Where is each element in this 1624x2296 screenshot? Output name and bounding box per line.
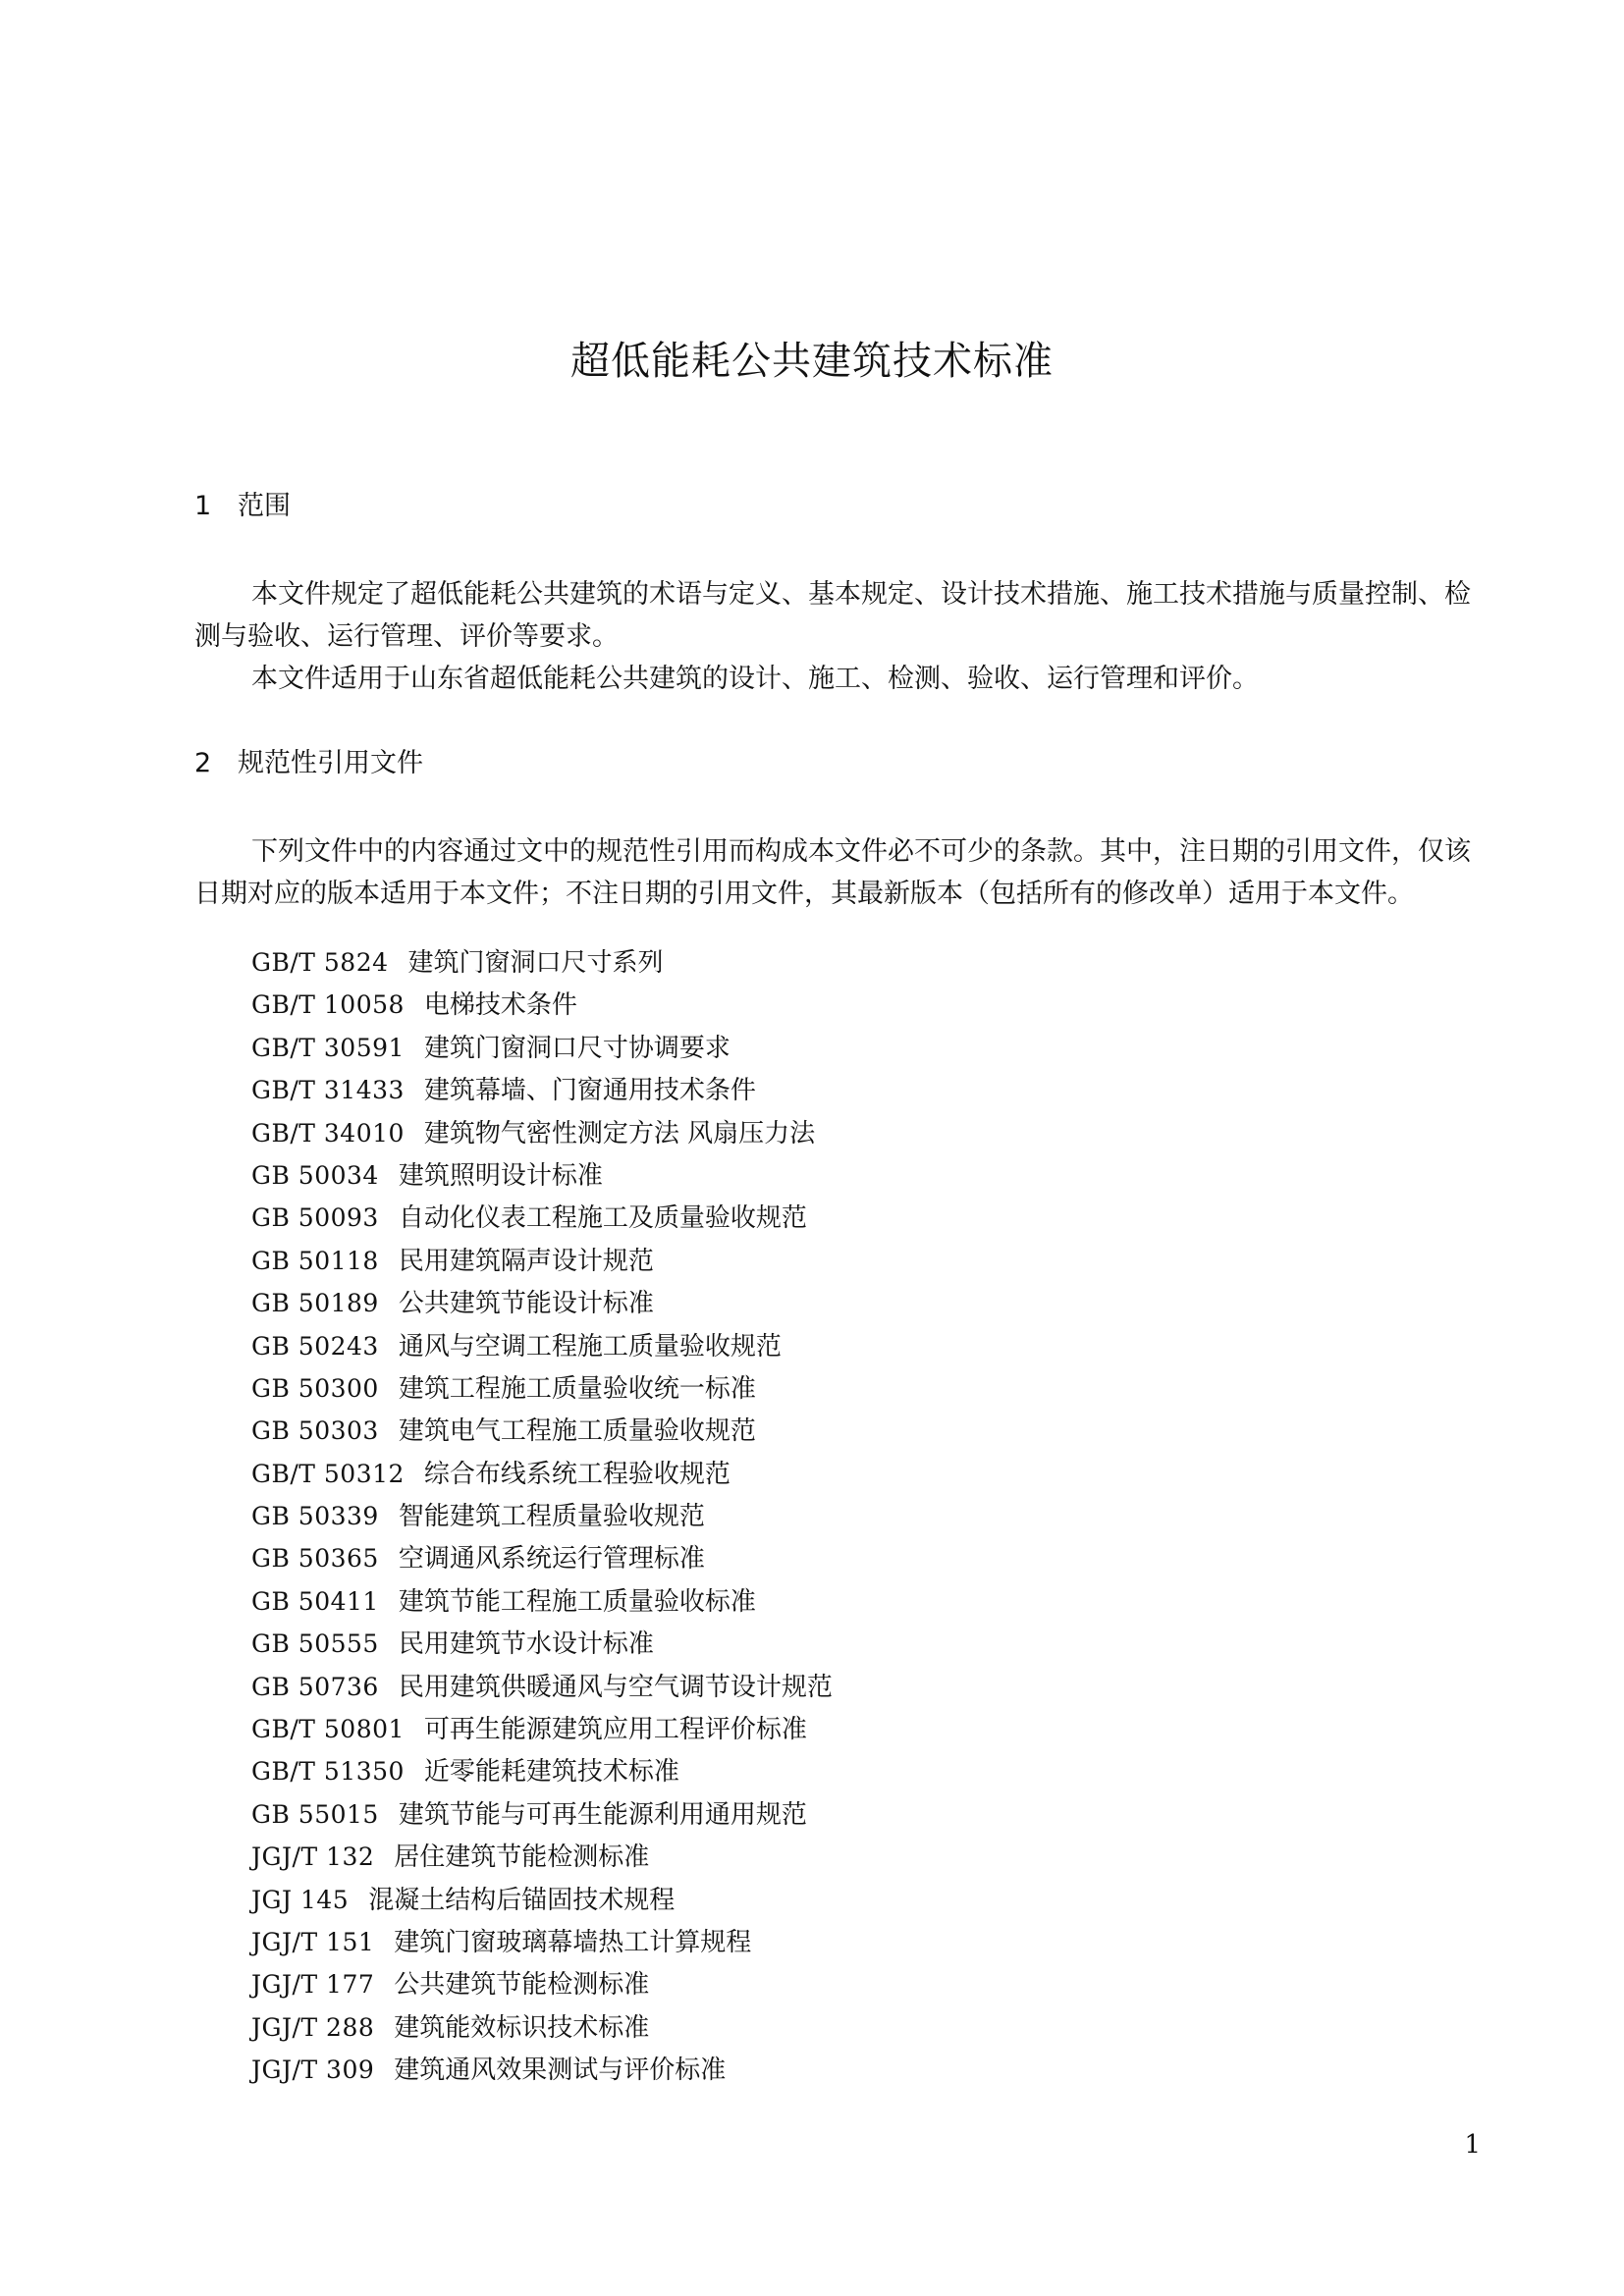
reference-title: 建筑能效标识技术标准 xyxy=(394,2012,650,2043)
reference-title: 建筑节能工程施工质量验收标准 xyxy=(398,1586,756,1617)
reference-title: 通风与空调工程施工质量验收规范 xyxy=(398,1331,782,1362)
reference-title: 居住建筑节能检测标准 xyxy=(394,1842,650,1873)
reference-code: GB 50300 xyxy=(251,1373,379,1403)
reference-title: 建筑工程施工质量验收统一标准 xyxy=(398,1373,756,1404)
document-title: 超低能耗公共建筑技术标准 xyxy=(570,339,1054,384)
reference-title: 建筑门窗玻璃幕墙热工计算规程 xyxy=(394,1927,752,1957)
reference-title: 自动化仪表工程施工及质量验收规范 xyxy=(398,1203,807,1234)
reference-item xyxy=(251,1495,833,1537)
reference-code: GB 50118 xyxy=(251,1246,379,1275)
reference-code: GB 50411 xyxy=(251,1586,379,1616)
reference-item xyxy=(251,1197,833,1239)
reference-title: 可再生能源建筑应用工程评价标准 xyxy=(423,1715,807,1745)
paragraph-applicability: 本文件适用于山东省超低能耗公共建筑的设计、施工、检测、验收、运行管理和评价。 xyxy=(251,664,1259,694)
reference-code: GB/T 10058 xyxy=(251,990,405,1020)
reference-code: GB/T 30591 xyxy=(251,1033,405,1062)
section-number: 2 xyxy=(194,748,212,778)
reference-code: GB 50365 xyxy=(251,1544,379,1574)
reference-item xyxy=(251,1112,833,1154)
reference-item xyxy=(251,1325,833,1367)
reference-item xyxy=(251,1367,833,1410)
reference-item xyxy=(251,1580,833,1623)
reference-list xyxy=(251,941,833,2092)
reference-code: JGJ/T 177 xyxy=(251,1970,375,2000)
paragraph-references-intro: 下列文件中的内容通过文中的规范性引用而构成本文件必不可少的条款。其中，注日期的引用文件，仅该日期对应的版本适用于本文件；不注日期的引用文件，其最新版本（包括所有的修改单）适用于本文件。 xyxy=(194,836,1471,909)
reference-title: 近零能耗建筑技术标准 xyxy=(423,1757,679,1788)
reference-item xyxy=(251,1537,833,1579)
section-title: 范围 xyxy=(238,491,291,521)
reference-item xyxy=(251,941,833,984)
reference-title: 民用建筑隔声设计规范 xyxy=(398,1246,654,1276)
page-number: 1 xyxy=(1464,2130,1481,2160)
reference-code: GB/T 5824 xyxy=(251,948,389,977)
reference-title: 空调通风系统运行管理标准 xyxy=(398,1544,705,1575)
reference-item xyxy=(251,1069,833,1111)
reference-item xyxy=(251,1240,833,1282)
reference-title: 公共建筑节能检测标准 xyxy=(394,1970,650,2001)
reference-code: GB/T 31433 xyxy=(251,1076,405,1105)
reference-item xyxy=(251,1666,833,1708)
reference-title: 混凝土结构后锚固技术规程 xyxy=(368,1885,676,1915)
paragraph-scope: 本文件规定了超低能耗公共建筑的术语与定义、基本规定、设计技术措施、施工技术措施与质量控制、检测与验收、运行管理、评价等要求。 xyxy=(194,579,1471,652)
reference-item xyxy=(251,2049,833,2091)
reference-item xyxy=(251,1154,833,1197)
reference-item xyxy=(251,1410,833,1452)
reference-code: GB/T 51350 xyxy=(251,1757,405,1787)
reference-title: 建筑门窗洞口尺寸协调要求 xyxy=(423,1033,731,1063)
reference-item xyxy=(251,1453,833,1495)
reference-title: 建筑通风效果测试与评价标准 xyxy=(394,2056,727,2086)
reference-code: GB 50303 xyxy=(251,1416,379,1446)
reference-code: GB 50189 xyxy=(251,1289,379,1318)
reference-item xyxy=(251,1836,833,1878)
reference-title: 综合布线系统工程验收规范 xyxy=(423,1459,731,1489)
reference-title: 电梯技术条件 xyxy=(423,990,577,1021)
reference-title: 民用建筑供暖通风与空气调节设计规范 xyxy=(398,1672,833,1702)
reference-item xyxy=(251,2006,833,2049)
section-1-heading xyxy=(194,487,291,526)
reference-title: 建筑照明设计标准 xyxy=(398,1160,603,1191)
reference-code: GB 50034 xyxy=(251,1160,379,1190)
reference-code: GB 50339 xyxy=(251,1502,379,1531)
reference-title: 智能建筑工程质量验收规范 xyxy=(398,1502,705,1532)
reference-code: GB 50736 xyxy=(251,1672,379,1701)
reference-item xyxy=(251,1793,833,1836)
reference-code: GB 50555 xyxy=(251,1629,379,1659)
reference-item xyxy=(251,1963,833,2005)
reference-item xyxy=(251,984,833,1026)
reference-code: JGJ/T 151 xyxy=(251,1927,375,1956)
reference-code: GB/T 50312 xyxy=(251,1459,405,1488)
section-2-heading xyxy=(194,744,423,783)
section-number: 1 xyxy=(194,491,212,521)
reference-code: GB 55015 xyxy=(251,1799,379,1829)
reference-title: 公共建筑节能设计标准 xyxy=(398,1289,654,1319)
section-title: 规范性引用文件 xyxy=(238,748,423,778)
reference-code: JGJ/T 132 xyxy=(251,1842,375,1872)
reference-title: 建筑物气密性测定方法 风扇压力法 xyxy=(423,1118,816,1148)
reference-code: GB 50093 xyxy=(251,1203,379,1233)
reference-item xyxy=(251,1921,833,1963)
reference-code: JGJ/T 309 xyxy=(251,2056,375,2085)
reference-code: JGJ/T 288 xyxy=(251,2012,375,2042)
reference-code: GB 50243 xyxy=(251,1331,379,1361)
reference-item xyxy=(251,1750,833,1792)
reference-code: GB/T 50801 xyxy=(251,1715,405,1744)
reference-code: JGJ 145 xyxy=(251,1885,350,1914)
reference-title: 建筑节能与可再生能源利用通用规范 xyxy=(398,1799,807,1830)
reference-item xyxy=(251,1879,833,1921)
reference-title: 建筑电气工程施工质量验收规范 xyxy=(398,1416,756,1447)
reference-item xyxy=(251,1708,833,1750)
reference-code: GB/T 34010 xyxy=(251,1118,405,1148)
reference-title: 民用建筑节水设计标准 xyxy=(398,1629,654,1660)
reference-item xyxy=(251,1623,833,1665)
reference-title: 建筑门窗洞口尺寸系列 xyxy=(407,948,664,978)
reference-item xyxy=(251,1027,833,1069)
reference-title: 建筑幕墙、门窗通用技术条件 xyxy=(423,1076,756,1106)
reference-item xyxy=(251,1282,833,1324)
